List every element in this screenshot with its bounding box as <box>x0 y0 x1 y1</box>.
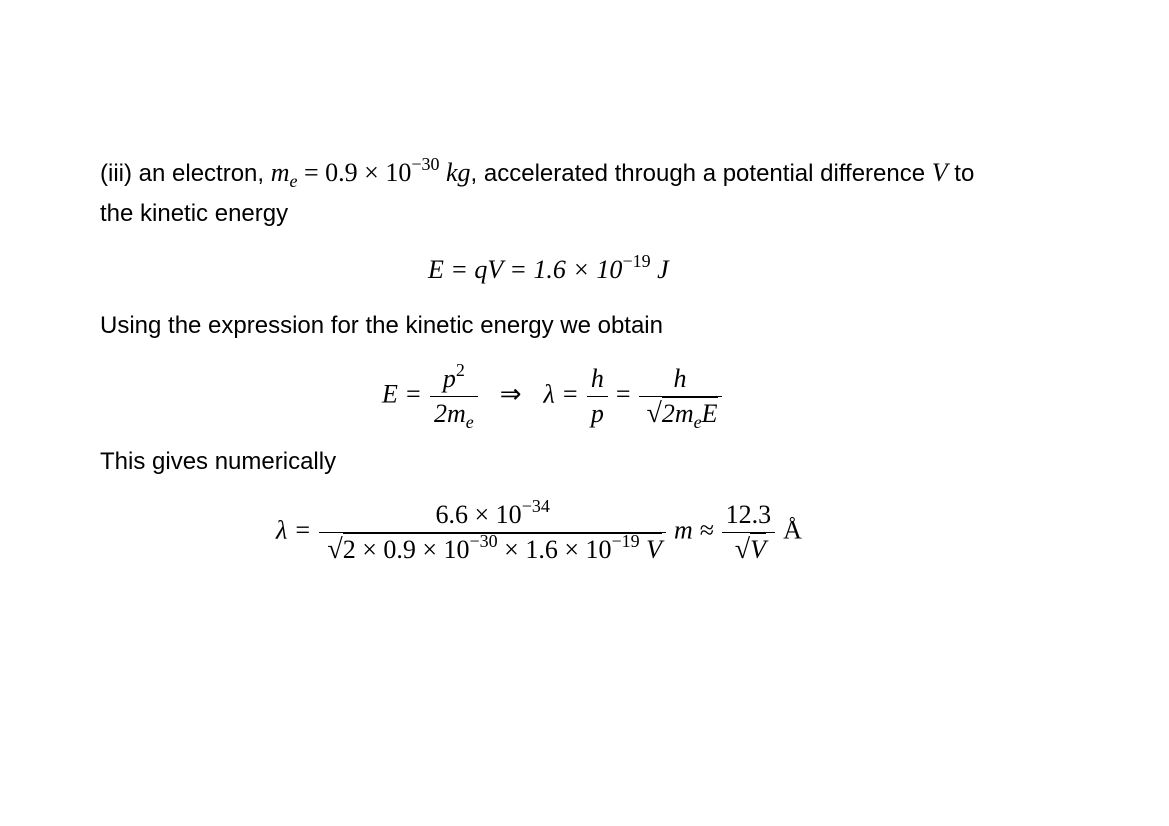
inline-math-electron-mass: $m_e = 0.9 \times 10^{-30}$ kg <box>270 154 471 191</box>
text-line1-mid: , accelerated through a potential difference <box>470 160 932 187</box>
text-line1-prefix: (iii) an electron, <box>100 160 271 187</box>
equation-kinetic-energy: E = qV = $1.6 \times 10^{-19}$ J <box>428 251 669 284</box>
equation-numerical-wavelength: λ = $\frac{6.6 \times 10^{-34}}{√2 \times 0.9 \times 10^{-30} \times 1.6 \times 10^{-19} V}$ m ≈ $\frac{12.3}{√V}$ Å <box>276 496 802 565</box>
inline-var-V: V <box>931 158 948 187</box>
text-line1-suffix: to <box>947 160 975 187</box>
fraction-12-3-over-sqrtV: $\frac{12.3}{√V}$ <box>722 498 776 567</box>
fraction-h-over-sqrt: $\frac{h}{√2m_eE}$ <box>639 362 722 431</box>
angstrom-unit: Å <box>783 515 802 545</box>
fraction-h-over-p: $\frac{h}{p}$ <box>587 362 608 431</box>
equation-de-broglie: E = $\frac{p^2}{2m_e}$ ⇒ λ = $\frac{h}{p}$ = $\frac{h}{√2m_eE}$ <box>382 362 722 431</box>
paragraph-line-2: the kinetic energy <box>100 200 289 227</box>
fraction-numeric: $\frac{6.6 \times 10^{-34}}{√2 \times 0.9 \times 10^{-30} \times 1.6 \times 10^{-19} V}$ <box>319 498 666 567</box>
paragraph-line-1 <box>100 154 975 191</box>
implies-symbol: ⇒ <box>499 379 522 409</box>
paragraph-line-3: Using the expression for the kinetic energy we obtain <box>100 312 663 339</box>
fraction-p2-over-2me: $\frac{p^2}{2m_e}$ <box>430 362 478 431</box>
paragraph-line-4: This gives numerically <box>100 448 337 475</box>
